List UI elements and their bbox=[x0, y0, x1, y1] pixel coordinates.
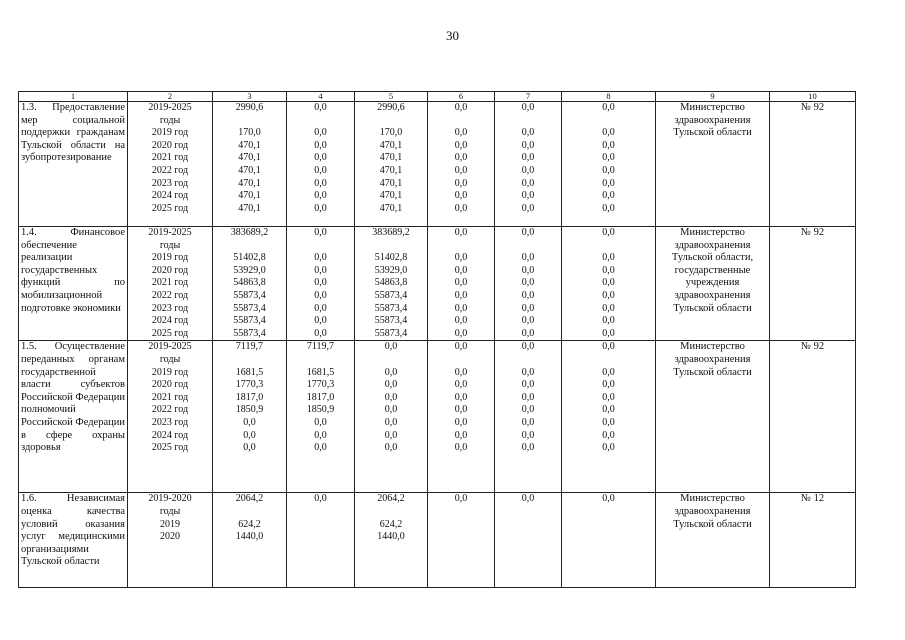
amount-value: 0,0 bbox=[602, 327, 615, 339]
period-cell bbox=[128, 341, 213, 493]
header-row bbox=[19, 92, 856, 102]
amount-value: 54863,8 bbox=[374, 277, 408, 289]
amount-cell-c4 bbox=[287, 493, 355, 588]
amount-value bbox=[430, 115, 492, 128]
amount-value bbox=[564, 519, 653, 532]
amount-value: 470,1 bbox=[379, 190, 403, 202]
amount-value bbox=[357, 506, 425, 519]
amount-value: 51402,8 bbox=[374, 252, 408, 264]
amount-value: 0,0 bbox=[602, 289, 615, 301]
amount-value: 0,0 bbox=[602, 127, 615, 139]
amount-value bbox=[564, 240, 653, 253]
period-line: 2019 год bbox=[151, 252, 189, 264]
amount-value: 0,0 bbox=[521, 202, 535, 214]
amount-cell-c5 bbox=[355, 341, 428, 493]
amount-value: 0,0 bbox=[521, 442, 535, 454]
amount-value bbox=[430, 531, 492, 544]
amount-cell-c4 bbox=[287, 341, 355, 493]
reference-cell: № 12 bbox=[770, 493, 856, 588]
amount-value bbox=[430, 354, 492, 367]
executor-cell: Министерство здравоохранения Тульской области bbox=[656, 102, 770, 227]
amount-value: 0,0 bbox=[314, 302, 327, 314]
amount-value: 0,0 bbox=[602, 315, 615, 327]
amount-value: 55873,4 bbox=[233, 302, 266, 314]
col-header: 4 bbox=[287, 92, 355, 102]
amount-value: 0,0 bbox=[314, 164, 327, 176]
amount-value: 470,1 bbox=[379, 164, 403, 176]
amount-value bbox=[430, 519, 492, 532]
amount-value bbox=[289, 506, 352, 519]
period-line: годы bbox=[159, 114, 181, 126]
amount-value: 55873,4 bbox=[233, 327, 266, 339]
col-header: 6 bbox=[428, 92, 495, 102]
amount-value: 0,0 bbox=[454, 277, 468, 289]
amount-value bbox=[357, 354, 425, 367]
amount-value: 0,0 bbox=[602, 379, 615, 391]
table-row bbox=[19, 102, 856, 227]
amount-value: 0,0 bbox=[314, 139, 327, 151]
col-header: 1 bbox=[19, 92, 128, 102]
period-cell bbox=[128, 102, 213, 227]
amount-cell-c4 bbox=[287, 102, 355, 227]
period-line: 2024 год bbox=[151, 190, 189, 202]
amount-value: 1817,0 bbox=[235, 391, 264, 403]
amount-value bbox=[430, 506, 492, 519]
amount-value: 0,0 bbox=[602, 102, 615, 113]
col-header: 8 bbox=[562, 92, 656, 102]
amount-value: 55873,4 bbox=[233, 289, 266, 301]
amount-value: 1681,5 bbox=[306, 366, 335, 378]
amount-value: 470,1 bbox=[238, 177, 261, 189]
amount-value: 0,0 bbox=[521, 227, 535, 238]
amount-value: 0,0 bbox=[521, 341, 535, 353]
period-line: 2019-2025 bbox=[148, 102, 192, 113]
amount-value: 1850,9 bbox=[235, 404, 264, 416]
col-header: 5 bbox=[355, 92, 428, 102]
amount-value: 0,0 bbox=[314, 429, 327, 441]
table-row bbox=[19, 341, 856, 493]
amount-value: 1770,3 bbox=[306, 379, 335, 391]
period-line: 2019-2025 bbox=[148, 227, 192, 238]
amount-value: 470,1 bbox=[238, 164, 261, 176]
amount-value: 0,0 bbox=[314, 190, 327, 202]
amount-value: 0,0 bbox=[314, 277, 327, 289]
amount-value: 0,0 bbox=[384, 341, 398, 353]
amount-value: 0,0 bbox=[454, 302, 468, 314]
amount-value: 0,0 bbox=[521, 102, 535, 113]
amount-value: 0,0 bbox=[454, 404, 468, 416]
amount-value: 0,0 bbox=[454, 202, 468, 214]
amount-value: 0,0 bbox=[454, 379, 468, 391]
amount-value: 0,0 bbox=[602, 139, 615, 151]
amount-value: 0,0 bbox=[521, 416, 535, 428]
amount-value: 53929,0 bbox=[233, 264, 266, 276]
amount-value: 0,0 bbox=[521, 190, 535, 202]
amount-value bbox=[564, 506, 653, 519]
amount-cell-c3 bbox=[213, 341, 287, 493]
amount-value: 0,0 bbox=[602, 416, 615, 428]
amount-value: 0,0 bbox=[602, 429, 615, 441]
amount-value: 0,0 bbox=[521, 493, 535, 505]
col-header: 10 bbox=[770, 92, 856, 102]
amount-value: 1770,3 bbox=[235, 379, 264, 391]
col-header: 2 bbox=[128, 92, 213, 102]
amount-value: 0,0 bbox=[521, 366, 535, 378]
amount-value: 1440,0 bbox=[377, 531, 405, 543]
amount-value: 0,0 bbox=[521, 139, 535, 151]
measure-name: 1.3. Предоставление мер социальной поддержки гражданам Тульской области на зубопротезирование bbox=[19, 102, 128, 227]
amount-value: 0,0 bbox=[602, 190, 615, 202]
amount-cell-c7 bbox=[495, 341, 562, 493]
amount-value: 55873,4 bbox=[233, 315, 266, 327]
amount-value: 53929,0 bbox=[374, 264, 408, 276]
amount-value: 0,0 bbox=[454, 139, 468, 151]
executor-cell: Министерство здравоохранения Тульской области, государственные учреждения здравоохранения Тульской области bbox=[656, 227, 770, 341]
period-line: 2019 год bbox=[151, 127, 189, 139]
amount-value: 0,0 bbox=[314, 442, 327, 454]
amount-value: 470,1 bbox=[238, 190, 261, 202]
amount-value: 0,0 bbox=[384, 404, 398, 416]
amount-value: 0,0 bbox=[521, 252, 535, 264]
amount-value: 2990,6 bbox=[235, 102, 264, 113]
amount-value: 0,0 bbox=[602, 366, 615, 378]
amount-value: 0,0 bbox=[454, 164, 468, 176]
amount-value: 55873,4 bbox=[374, 315, 408, 327]
period-line: 2020 год bbox=[151, 139, 189, 151]
amount-value: 0,0 bbox=[384, 379, 398, 391]
amount-value: 0,0 bbox=[454, 366, 468, 378]
program-table bbox=[18, 91, 856, 588]
amount-value: 51402,8 bbox=[233, 252, 266, 264]
amount-value: 0,0 bbox=[384, 366, 398, 378]
period-line: 2021 год bbox=[151, 391, 189, 403]
amount-value: 55873,4 bbox=[374, 302, 408, 314]
period-line: 2020 bbox=[160, 531, 180, 543]
amount-value bbox=[497, 240, 559, 253]
reference-cell: № 92 bbox=[770, 102, 856, 227]
amount-value: 0,0 bbox=[521, 164, 535, 176]
amount-value: 0,0 bbox=[602, 442, 615, 454]
amount-value: 470,1 bbox=[238, 202, 261, 214]
amount-value: 0,0 bbox=[521, 391, 535, 403]
measure-name: 1.5. Осуществление переданных органам государственной власти субъектов Российской Федерации полномочий Российской Федерации в сфере охраны здоровья bbox=[19, 341, 128, 493]
amount-value bbox=[430, 240, 492, 253]
amount-value: 0,0 bbox=[521, 152, 535, 164]
amount-value: 55873,4 bbox=[374, 289, 408, 301]
period-line: 2019 bbox=[160, 518, 180, 530]
amount-value: 0,0 bbox=[454, 493, 468, 505]
amount-value: 0,0 bbox=[521, 327, 535, 339]
amount-value: 7119,7 bbox=[235, 341, 264, 353]
amount-value: 0,0 bbox=[521, 404, 535, 416]
period-line: 2021 год bbox=[151, 152, 189, 164]
reference-cell: № 92 bbox=[770, 227, 856, 341]
amount-value: 0,0 bbox=[314, 315, 327, 327]
period-line: 2022 год bbox=[151, 289, 189, 301]
period-cell bbox=[128, 493, 213, 588]
amount-value bbox=[497, 531, 559, 544]
amount-value: 55873,4 bbox=[374, 327, 408, 339]
amount-value: 0,0 bbox=[602, 404, 615, 416]
amount-value: 0,0 bbox=[521, 289, 535, 301]
executor-cell: Министерство здравоохранения Тульской области bbox=[656, 493, 770, 588]
period-line: 2025 год bbox=[151, 202, 189, 214]
amount-value: 0,0 bbox=[602, 202, 615, 214]
period-line: 2023 год bbox=[151, 416, 189, 428]
amount-value: 470,1 bbox=[238, 152, 261, 164]
period-line: 2020 год bbox=[151, 379, 189, 391]
period-cell bbox=[128, 227, 213, 341]
amount-cell-c6 bbox=[428, 227, 495, 341]
col-header: 7 bbox=[495, 92, 562, 102]
amount-value: 0,0 bbox=[602, 164, 615, 176]
page-number: 30 bbox=[446, 28, 459, 43]
amount-value bbox=[357, 240, 425, 253]
amount-value: 0,0 bbox=[454, 102, 468, 113]
amount-cell-c6 bbox=[428, 493, 495, 588]
amount-cell-c6 bbox=[428, 341, 495, 493]
amount-value bbox=[357, 115, 425, 128]
amount-value: 0,0 bbox=[314, 264, 327, 276]
amount-value: 0,0 bbox=[454, 127, 468, 139]
amount-cell-c5 bbox=[355, 102, 428, 227]
amount-value: 0,0 bbox=[314, 416, 327, 428]
amount-value: 0,0 bbox=[454, 252, 468, 264]
amount-value bbox=[497, 506, 559, 519]
amount-value: 0,0 bbox=[454, 429, 468, 441]
table-row bbox=[19, 227, 856, 341]
amount-cell-c3 bbox=[213, 493, 287, 588]
amount-value: 0,0 bbox=[314, 177, 327, 189]
measure-name: 1.6. Независимая оценка качества условий оказания услуг медицинскими организациями Тульской области bbox=[19, 493, 128, 588]
amount-value: 2064,2 bbox=[377, 493, 405, 505]
amount-value: 0,0 bbox=[454, 315, 468, 327]
amount-cell-c8 bbox=[562, 227, 656, 341]
amount-value: 1850,9 bbox=[306, 404, 335, 416]
amount-value: 470,1 bbox=[379, 139, 403, 151]
period-line: 2025 год bbox=[151, 442, 189, 454]
amount-value: 0,0 bbox=[314, 327, 327, 339]
amount-value: 0,0 bbox=[384, 429, 398, 441]
amount-value: 0,0 bbox=[314, 289, 327, 301]
amount-cell-c8 bbox=[562, 493, 656, 588]
amount-value: 0,0 bbox=[384, 416, 398, 428]
amount-value: 0,0 bbox=[314, 102, 327, 113]
amount-value: 0,0 bbox=[314, 493, 327, 505]
amount-value: 170,0 bbox=[238, 127, 261, 139]
amount-value: 383689,2 bbox=[372, 227, 410, 238]
amount-value: 0,0 bbox=[521, 379, 535, 391]
period-line: 2021 год bbox=[151, 277, 189, 289]
amount-cell-c7 bbox=[495, 227, 562, 341]
amount-value: 0,0 bbox=[521, 177, 535, 189]
amount-value: 470,1 bbox=[379, 202, 403, 214]
amount-value: 0,0 bbox=[384, 391, 398, 403]
amount-value bbox=[289, 240, 352, 253]
amount-value: 0,0 bbox=[602, 252, 615, 264]
amount-value: 0,0 bbox=[521, 429, 535, 441]
amount-cell-c5 bbox=[355, 227, 428, 341]
amount-value: 0,0 bbox=[602, 152, 615, 164]
amount-value bbox=[289, 115, 352, 128]
amount-value: 0,0 bbox=[314, 152, 327, 164]
amount-value: 624,2 bbox=[238, 518, 261, 530]
executor-cell: Министерство здравоохранения Тульской области bbox=[656, 341, 770, 493]
amount-value: 0,0 bbox=[243, 416, 256, 428]
amount-value: 624,2 bbox=[379, 518, 403, 530]
col-header: 3 bbox=[213, 92, 287, 102]
amount-value: 0,0 bbox=[454, 442, 468, 454]
amount-value: 0,0 bbox=[314, 202, 327, 214]
amount-value: 0,0 bbox=[314, 252, 327, 264]
amount-value: 0,0 bbox=[602, 302, 615, 314]
amount-value bbox=[215, 506, 284, 519]
amount-value: 1440,0 bbox=[235, 531, 264, 543]
period-line: 2019-2025 bbox=[148, 341, 192, 353]
amount-value: 7119,7 bbox=[306, 341, 335, 353]
amount-cell-c3 bbox=[213, 227, 287, 341]
amount-value: 470,1 bbox=[379, 152, 403, 164]
period-line: 2024 год bbox=[151, 315, 189, 327]
amount-value: 383689,2 bbox=[230, 227, 269, 238]
amount-cell-c7 bbox=[495, 493, 562, 588]
amount-cell-c6 bbox=[428, 102, 495, 227]
amount-value bbox=[497, 354, 559, 367]
amount-value: 170,0 bbox=[379, 127, 403, 139]
amount-value: 0,0 bbox=[602, 341, 615, 353]
period-line: годы bbox=[159, 505, 181, 517]
reference-cell: № 92 bbox=[770, 341, 856, 493]
amount-value: 0,0 bbox=[521, 127, 535, 139]
amount-value: 0,0 bbox=[454, 327, 468, 339]
amount-value: 0,0 bbox=[454, 289, 468, 301]
amount-value bbox=[564, 115, 653, 128]
amount-value: 0,0 bbox=[454, 391, 468, 403]
amount-value: 0,0 bbox=[454, 190, 468, 202]
amount-value bbox=[564, 354, 653, 367]
amount-value: 0,0 bbox=[602, 227, 615, 238]
amount-value: 0,0 bbox=[521, 264, 535, 276]
amount-value: 0,0 bbox=[454, 227, 468, 238]
period-line: годы bbox=[159, 239, 181, 251]
period-line: 2019-2020 bbox=[148, 493, 192, 505]
amount-value: 0,0 bbox=[521, 277, 535, 289]
period-line: 2023 год bbox=[151, 302, 189, 314]
amount-value bbox=[289, 531, 352, 544]
amount-value bbox=[564, 531, 653, 544]
amount-value: 0,0 bbox=[602, 177, 615, 189]
amount-cell-c3 bbox=[213, 102, 287, 227]
amount-value: 0,0 bbox=[602, 391, 615, 403]
amount-cell-c5 bbox=[355, 493, 428, 588]
period-line: 2022 год bbox=[151, 164, 189, 176]
amount-value bbox=[497, 115, 559, 128]
amount-value: 0,0 bbox=[521, 302, 535, 314]
period-line: 2022 год bbox=[151, 404, 189, 416]
amount-value bbox=[289, 354, 352, 367]
table-row bbox=[19, 493, 856, 588]
amount-value: 470,1 bbox=[238, 139, 261, 151]
amount-value: 0,0 bbox=[243, 442, 256, 454]
period-line: годы bbox=[159, 353, 181, 365]
amount-value: 0,0 bbox=[454, 152, 468, 164]
amount-value: 0,0 bbox=[454, 416, 468, 428]
amount-value: 54863,8 bbox=[233, 277, 266, 289]
amount-value: 1681,5 bbox=[235, 366, 264, 378]
period-line: 2019 год bbox=[151, 366, 189, 378]
amount-value bbox=[497, 519, 559, 532]
amount-cell-c4 bbox=[287, 227, 355, 341]
amount-value: 0,0 bbox=[243, 429, 256, 441]
amount-value bbox=[215, 115, 284, 128]
amount-value: 0,0 bbox=[454, 341, 468, 353]
period-line: 2020 год bbox=[151, 264, 189, 276]
amount-value: 0,0 bbox=[384, 442, 398, 454]
amount-value: 470,1 bbox=[379, 177, 403, 189]
period-line: 2025 год bbox=[151, 327, 189, 339]
amount-value: 0,0 bbox=[454, 264, 468, 276]
amount-value bbox=[289, 519, 352, 532]
amount-cell-c8 bbox=[562, 102, 656, 227]
amount-value: 0,0 bbox=[602, 264, 615, 276]
amount-value: 0,0 bbox=[602, 277, 615, 289]
amount-value: 2990,6 bbox=[377, 102, 405, 113]
measure-name: 1.4. Финансовое обеспечение реализации государственных функций по мобилизационной подготовке экономики bbox=[19, 227, 128, 341]
amount-value: 0,0 bbox=[314, 127, 327, 139]
amount-value bbox=[215, 354, 284, 367]
amount-cell-c7 bbox=[495, 102, 562, 227]
amount-value: 0,0 bbox=[602, 493, 615, 505]
period-line: 2023 год bbox=[151, 177, 189, 189]
amount-value: 0,0 bbox=[314, 227, 327, 238]
period-line: 2024 год bbox=[151, 429, 189, 441]
amount-value bbox=[215, 240, 284, 253]
amount-cell-c8 bbox=[562, 341, 656, 493]
col-header: 9 bbox=[656, 92, 770, 102]
amount-value: 0,0 bbox=[454, 177, 468, 189]
amount-value: 1817,0 bbox=[306, 391, 335, 403]
amount-value: 2064,2 bbox=[235, 493, 264, 505]
amount-value: 0,0 bbox=[521, 315, 535, 327]
